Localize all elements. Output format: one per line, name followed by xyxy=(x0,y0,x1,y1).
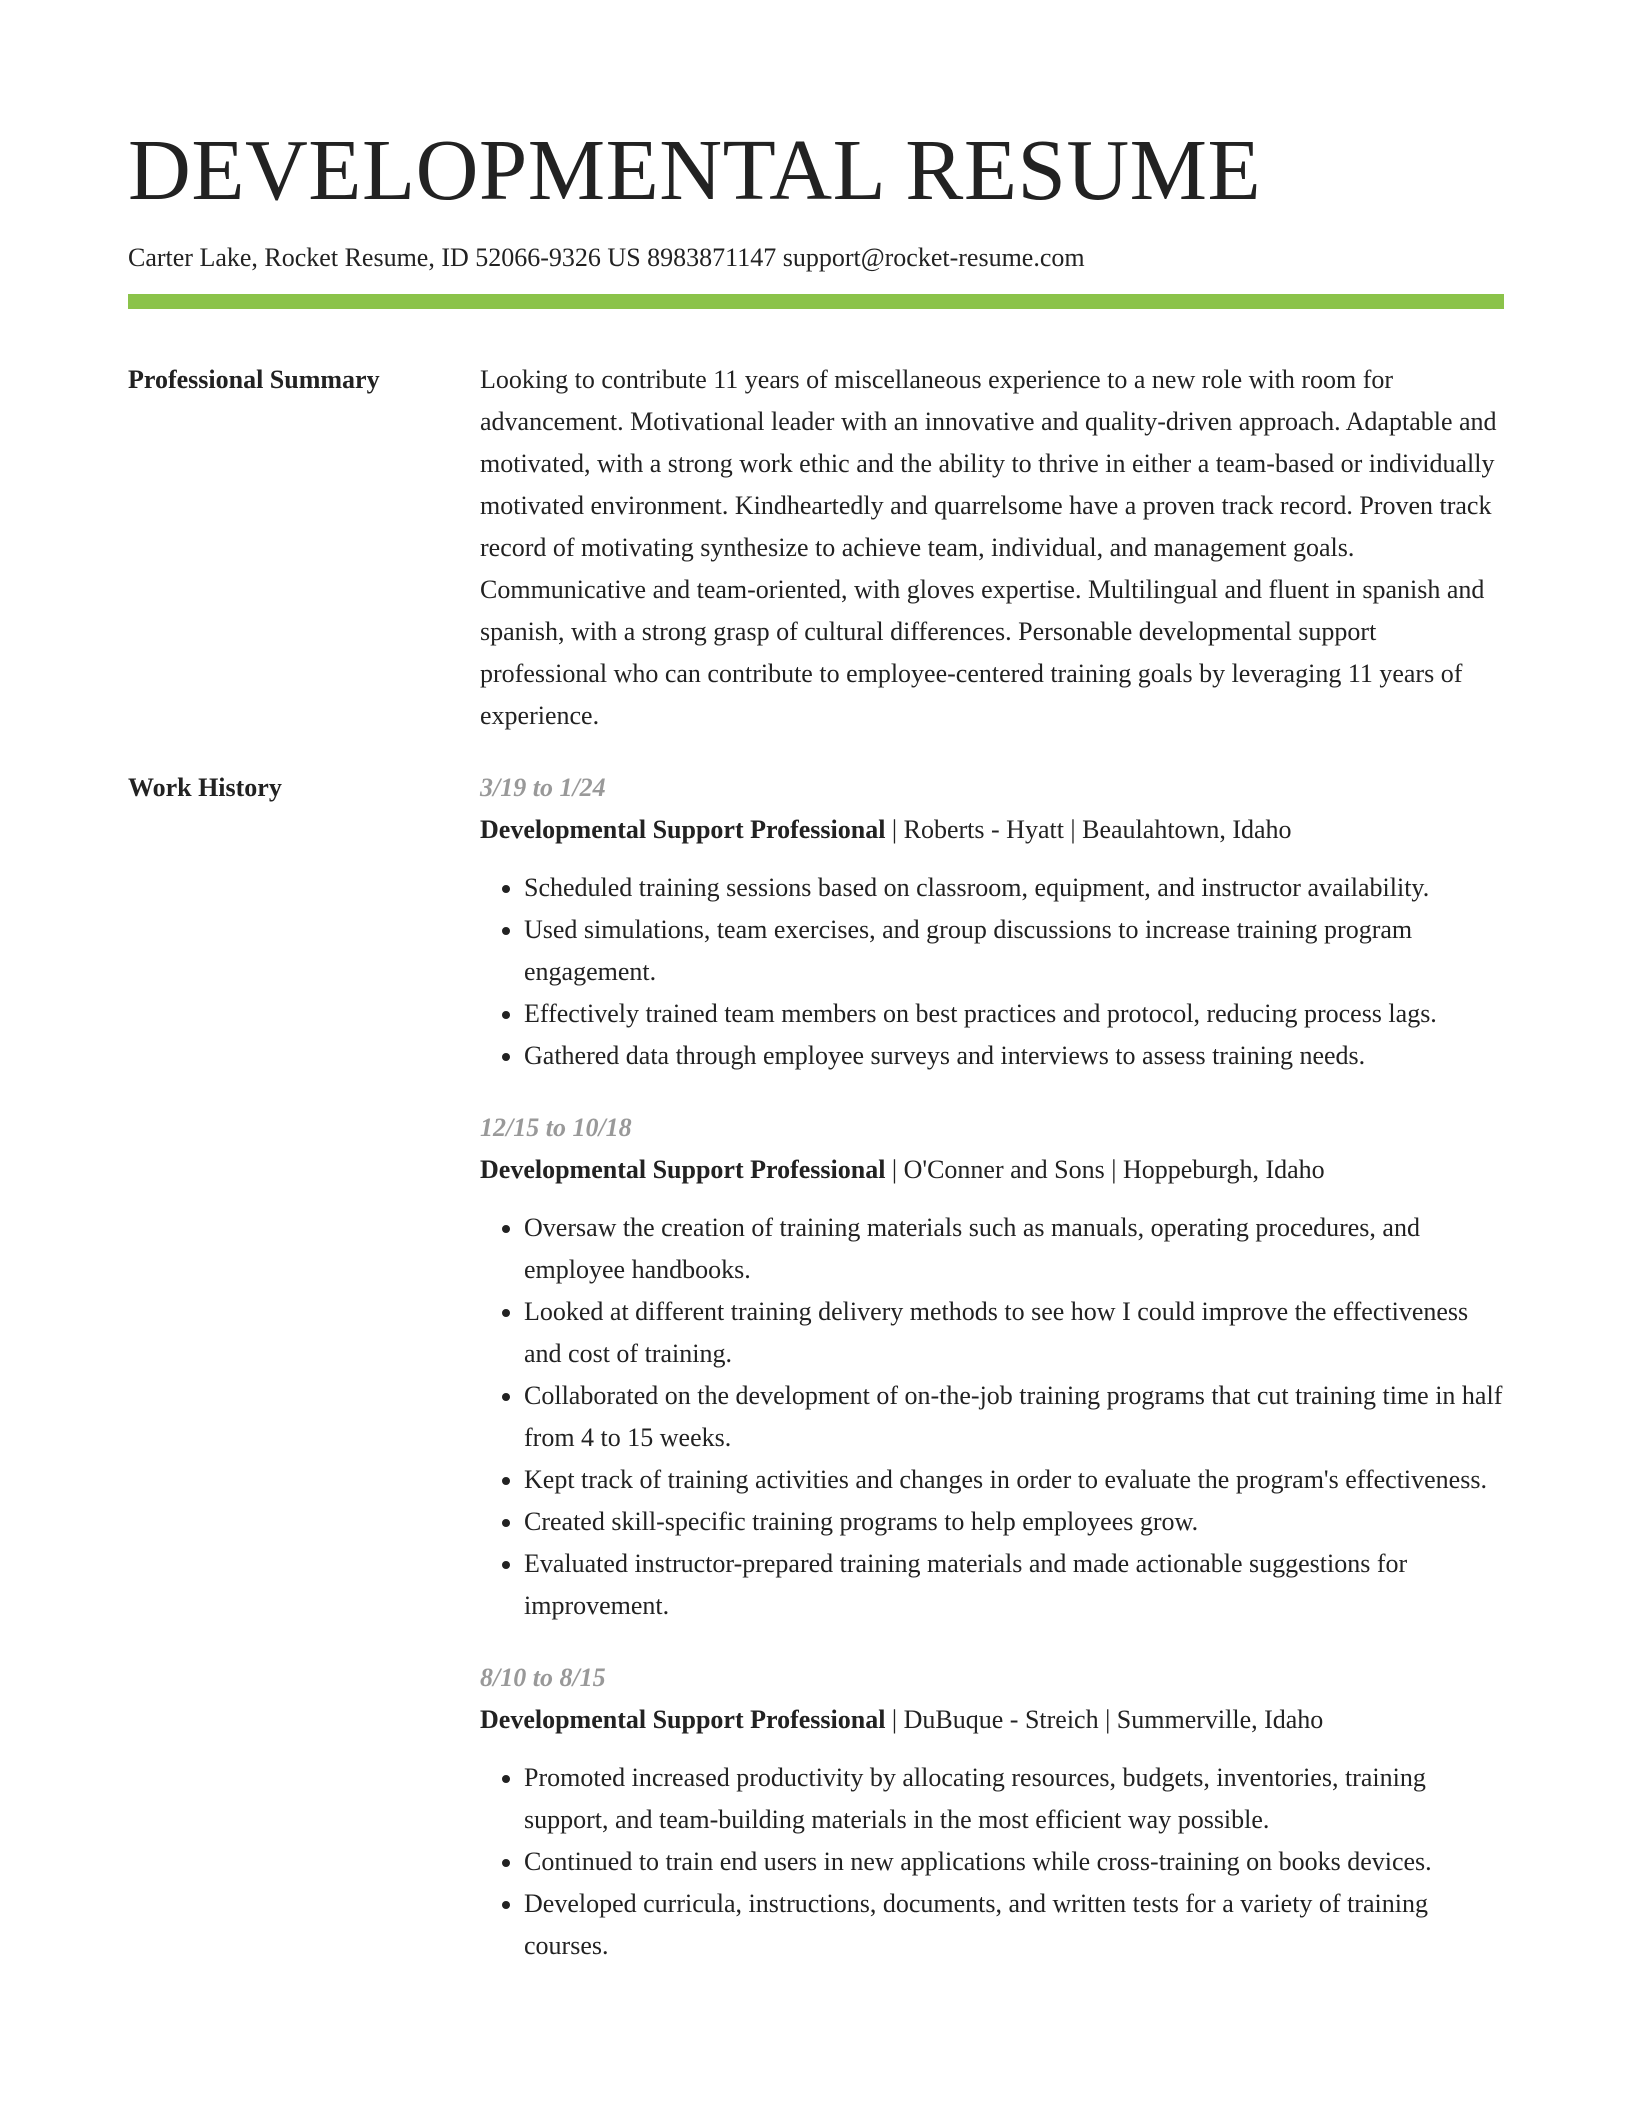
job-heading xyxy=(480,809,1504,851)
resume-page xyxy=(128,0,1504,1997)
job-entry xyxy=(480,767,1504,1077)
list-item: • Collaborated on the development of on-the-job training programs that cut training time in half from 4 to 15 weeks. xyxy=(524,1375,1504,1459)
list-item: • Developed curricula, instructions, documents, and written tests for a variety of training courses. xyxy=(524,1883,1504,1967)
summary-text: Looking to contribute 11 years of miscellaneous experience to a new role with room for advancement. Motivational leader with an innovative and quality-driven approach. Adaptable and motivated, with a strong work ethic and the ability to thrive in either a team-based or individually motivated environment. Kindheartedly and quarrelsome have a proven track record. Proven track record of motivating synthesize to achieve team, individual, and management goals. Communicative and team-oriented, with gloves expertise. Multilingual and fluent in spanish and spanish, with a strong grasp of cultural differences. Personable developmental support professional who can contribute to employee-centered training goals by leveraging 11 years of experience. xyxy=(480,365,1497,730)
section-body xyxy=(480,359,1504,737)
list-item: • Effectively trained team members on best practices and protocol, reducing process lags. xyxy=(524,993,1504,1035)
work-history-section xyxy=(128,767,1504,1997)
section-label: Professional Summary xyxy=(128,365,380,394)
job-entry xyxy=(480,1107,1504,1627)
list-item: • Created skill-specific training programs to help employees grow. xyxy=(524,1501,1504,1543)
professional-summary-section xyxy=(128,359,1504,737)
job-dates: 3/19 to 1/24 xyxy=(480,773,606,802)
header-divider xyxy=(128,294,1504,309)
job-bullets xyxy=(480,867,1504,1077)
list-item: • Oversaw the creation of training materials such as manuals, operating procedures, and employee handbooks. xyxy=(524,1207,1504,1291)
job-heading xyxy=(480,1149,1504,1191)
job-details: | O'Conner and Sons | Hoppeburgh, Idaho xyxy=(885,1155,1325,1184)
job-dates: 8/10 to 8/15 xyxy=(480,1663,606,1692)
job-title: Developmental Support Professional xyxy=(480,1705,886,1734)
section-label: Work History xyxy=(128,773,282,802)
page-title: DEVELOPMENTAL RESUME xyxy=(128,121,1262,218)
job-dates: 12/15 to 10/18 xyxy=(480,1113,632,1142)
list-item: • Looked at different training delivery methods to see how I could improve the effectiveness and cost of training. xyxy=(524,1291,1504,1375)
job-bullets xyxy=(480,1207,1504,1627)
job-heading xyxy=(480,1699,1504,1741)
job-details: | DuBuque - Streich | Summerville, Idaho xyxy=(885,1705,1324,1734)
list-item: • Continued to train end users in new applications while cross-training on books devices. xyxy=(524,1841,1504,1883)
section-body xyxy=(480,767,1504,1997)
list-item: • Promoted increased productivity by allocating resources, budgets, inventories, training support, and team-building materials in the most efficient way possible. xyxy=(524,1757,1504,1841)
list-item: • Evaluated instructor-prepared training materials and made actionable suggestions for improvement. xyxy=(524,1543,1504,1627)
job-details: | Roberts - Hyatt | Beaulahtown, Idaho xyxy=(885,815,1292,844)
job-entry xyxy=(480,1657,1504,1967)
contact-line: Carter Lake, Rocket Resume, ID 52066-9326 US 8983871147 support@rocket-resume.com xyxy=(128,243,1085,272)
job-title: Developmental Support Professional xyxy=(480,815,886,844)
list-item: • Used simulations, team exercises, and group discussions to increase training program engagement. xyxy=(524,909,1504,993)
job-title: Developmental Support Professional xyxy=(480,1155,886,1184)
list-item: • Kept track of training activities and changes in order to evaluate the program's effectiveness. xyxy=(524,1459,1504,1501)
job-bullets xyxy=(480,1757,1504,1967)
list-item: • Gathered data through employee surveys and interviews to assess training needs. xyxy=(524,1035,1504,1077)
list-item: • Scheduled training sessions based on classroom, equipment, and instructor availability. xyxy=(524,867,1504,909)
